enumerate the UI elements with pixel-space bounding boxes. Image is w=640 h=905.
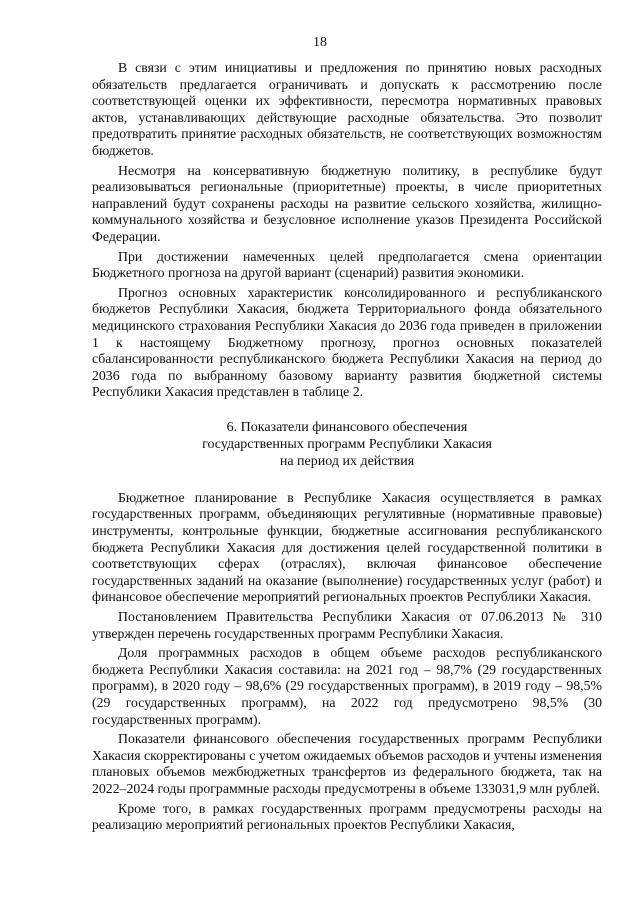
page-number: 18 bbox=[313, 35, 327, 50]
section-heading-line-1: 6. Показатели финансового обеспечения bbox=[226, 419, 468, 435]
paragraph-regional-projects: Кроме того, в рамках государственных программ предусмотрены расходы на реализацию мероприятий региональных проектов Республики Хакасия, bbox=[92, 800, 602, 833]
paragraph-resolution: Постановлением Правительства Республики Хакасия от 07.06.2013 № 310 утвержден перечень государственных программ Республики Хакасия. bbox=[92, 609, 602, 641]
paragraph-financial-indicators: Показатели финансового обеспечения государственных программ Республики Хакасия скорректированы с учетом ожидаемых объемов расходов и учтены изменения плановых объемов межбюджетных трансфертов из федерального бюджета, так на 2022–2024 годы программные расходы предусмотрены в объеме 133031,9 млн рублей. bbox=[92, 731, 602, 796]
section-heading-line-2: государственных программ Республики Хакасия bbox=[202, 436, 492, 452]
paragraph-program-share: Доля программных расходов в общем объеме расходов республиканского бюджета Республики Хакасия составила: на 2021 год – 98,7% (29 государственных программ), в 2020 году – 98,6% (29 государственных программ), в 2019 году – 98,5% (29 государственных программ), на 2022 год предусмотрено 98,5% (30 государственных программ). bbox=[92, 645, 602, 727]
section-heading-line-3: на период их действия bbox=[279, 453, 415, 469]
section-heading bbox=[92, 419, 602, 470]
paragraph-budget-planning: Бюджетное планирование в Республике Хакасия осуществляется в рамках государственных программ, объединяющих регулятивные (нормативные правовые) инструменты, контрольные функции, бюджетные ассигнования республиканского бюджета Республики Хакасия для достижения целей государственной политики в соответствующих сферах (отраслях), включая финансовое обеспечение государственных заданий на оказание (выполнение) государственных услуг (работ) и финансовое обеспечение мероприятий региональных проектов Республики Хакасия. bbox=[92, 489, 602, 605]
paragraph-scenario: При достижении намеченных целей предполагается смена ориентации Бюджетного прогноза на другой вариант (сценарий) развития экономики. bbox=[92, 248, 602, 281]
paragraph-initiatives: В связи с этим инициативы и предложения по принятию новых расходных обязательств предлагается ограничивать и допускать к рассмотрению после соответствующей оценки их эффективности, пересмотра нормативных правовых актов, устанавливающих действующие расходные обязательства. Это позволит предотвратить принятие расходных обязательств, не соответствующих возможностям бюджетов. bbox=[92, 60, 602, 158]
paragraph-budget-policy: Несмотря на консервативную бюджетную политику, в республике будут реализовываться региональные (приоритетные) проекты, в числе приоритетных направлений будут сохранены расходы на развитие сельского хозяйства, жилищно-коммунального хозяйства и безусловное исполнение указов Президента Российской Федерации. bbox=[92, 162, 602, 244]
paragraph-forecast: Прогноз основных характеристик консолидированного и республиканского бюджетов Республики Хакасия, бюджета Территориального фонда обязательного медицинского страхования Республики Хакасия до 2036 года приведен в приложении 1 к настоящему Бюджетному прогнозу, прогноз основных показателей сбалансированности республиканского бюджета Республики Хакасия на период до 2036 года по выбранному базовому варианту развития бюджетной системы Республики Хакасия представлен в таблице 2. bbox=[92, 284, 602, 400]
page-content bbox=[92, 60, 602, 837]
